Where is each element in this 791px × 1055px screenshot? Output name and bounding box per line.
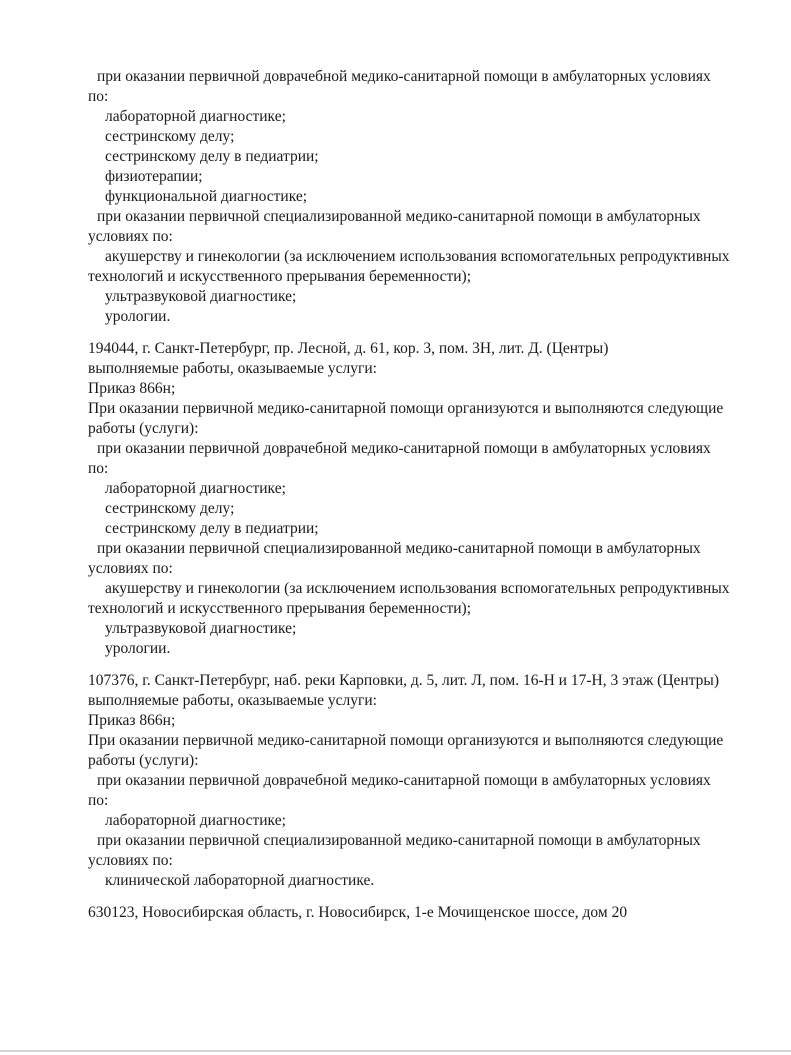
document-line: при оказании первичной специализированной медико-санитарной помощи в амбулаторных (97, 208, 701, 225)
document-section (88, 671, 758, 891)
document-line: 630123, Новосибирская область, г. Новосибирск, 1-е Мочищенское шоссе, дом 20 (88, 904, 628, 921)
document-line: ультразвуковой диагностике; (105, 620, 297, 637)
document-line: по: (88, 460, 109, 477)
document-line: по: (88, 792, 109, 809)
document-line: клинической лабораторной диагностике. (105, 872, 375, 889)
bottom-divider (0, 1050, 791, 1052)
document-line: по: (88, 88, 109, 105)
document-line: условиях по: (88, 228, 173, 245)
document-section (88, 67, 758, 327)
document-line: сестринскому делу; (105, 500, 235, 517)
document-line: акушерству и гинекологии (за исключением использования вспомогательных репродуктивных (105, 580, 730, 597)
document-line: условиях по: (88, 852, 173, 869)
document-line: при оказании первичной специализированной медико-санитарной помощи в амбулаторных (97, 832, 701, 849)
license-document (88, 67, 758, 935)
document-line: технологий и искусственного прерывания беременности); (88, 600, 472, 617)
document-line: Приказ 866н; (88, 380, 176, 397)
document-line: при оказании первичной специализированной медико-санитарной помощи в амбулаторных (97, 540, 701, 557)
document-line: выполняемые работы, оказываемые услуги: (88, 360, 377, 377)
document-line: При оказании первичной медико-санитарной помощи организуются и выполняются следующие (88, 400, 724, 417)
document-line: ультразвуковой диагностике; (105, 288, 297, 305)
document-line: при оказании первичной доврачебной медико-санитарной помощи в амбулаторных условиях (97, 440, 711, 457)
document-line: при оказании первичной доврачебной медико-санитарной помощи в амбулаторных условиях (97, 68, 711, 85)
document-line: работы (услуги): (88, 752, 199, 769)
document-line: условиях по: (88, 560, 173, 577)
document-line: физиотерапии; (105, 168, 203, 185)
document-line: урологии. (105, 640, 171, 657)
document-section (88, 903, 758, 923)
document-line: сестринскому делу в педиатрии; (105, 148, 319, 165)
document-line: функциональной диагностике; (105, 188, 308, 205)
document-section (88, 339, 758, 659)
document-line: работы (услуги): (88, 420, 199, 437)
document-line: лабораторной диагностике; (105, 108, 286, 125)
document-line: При оказании первичной медико-санитарной помощи организуются и выполняются следующие (88, 732, 724, 749)
document-line: лабораторной диагностике; (105, 480, 286, 497)
document-line: сестринскому делу в педиатрии; (105, 520, 319, 537)
document-line: Приказ 866н; (88, 712, 176, 729)
document-line: выполняемые работы, оказываемые услуги: (88, 692, 377, 709)
document-line: урологии. (105, 308, 171, 325)
document-line: 107376, г. Санкт-Петербург, наб. реки Карповки, д. 5, лит. Л, пом. 16-Н и 17-Н, 3 этаж (Центры) (88, 672, 719, 689)
document-line: технологий и искусственного прерывания беременности); (88, 268, 472, 285)
document-line: при оказании первичной доврачебной медико-санитарной помощи в амбулаторных условиях (97, 772, 711, 789)
document-line: сестринскому делу; (105, 128, 235, 145)
document-line: акушерству и гинекологии (за исключением использования вспомогательных репродуктивных (105, 248, 730, 265)
document-line: 194044, г. Санкт-Петербург, пр. Лесной, д. 61, кор. 3, пом. 3Н, лит. Д. (Центры) (88, 340, 609, 357)
document-line: лабораторной диагностике; (105, 812, 286, 829)
